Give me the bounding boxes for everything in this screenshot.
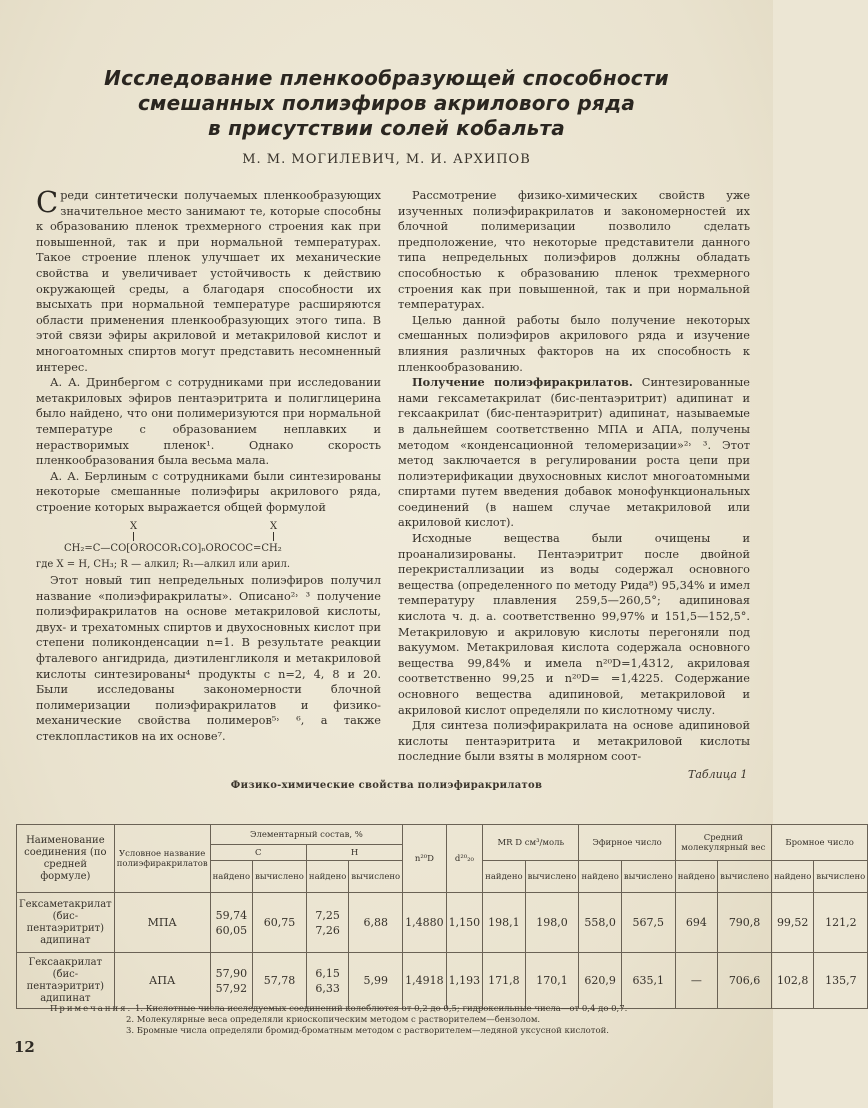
header-calculated: вычислено	[253, 861, 307, 893]
cell-name: Гексаметакрилат (бис-пентаэритрит) адипинат	[17, 893, 115, 953]
drop-cap: С	[36, 185, 59, 219]
header-refractive-index: n²⁰D	[403, 825, 447, 893]
cell-mw-calc: 790,8	[718, 893, 772, 953]
cell-cond: АПА	[114, 953, 210, 1009]
cell-cond: МПА	[114, 893, 210, 953]
header-found: найдено	[306, 861, 348, 893]
cell-mw-found: —	[675, 953, 717, 1009]
header-found: найдено	[483, 861, 525, 893]
paragraph: Этот новый тип непредельных полиэфиров получил название «полиэфиракрилаты». Описано²˒ ³ получение полиэфиракрилатов на основе метакриловой кислоты, двух- и трехатомных спиртов и двухосновных кислот при степени поликонденсации n=1. В результате реакции фталевого ангидрида, диэтиленгликоля и метакриловой кислоты синтезированы⁴ продукты с n=2, 4, 8 и 20. Были исследованы закономерности блочной полимеризации полиэфиракрилатов и физико-механические свойства полимеров⁵˒ ⁶, а также стеклопластиков на их основе⁷.	[36, 574, 381, 743]
header-name: Наименование соединения (по средней формуле)	[17, 825, 115, 893]
header-conventional-name: Условное название полиэфиракрилатов	[114, 825, 210, 893]
paragraph: Целью данной работы было получение некоторых смешанных полиэфиров акрилового ряда и изучение влияния различных факторов на их способность к пленкообразованию.	[398, 313, 750, 374]
header-molecular-weight: Средний молекулярный вес	[675, 825, 771, 861]
cell-h-calc: 5,99	[349, 953, 403, 1009]
properties-table	[16, 824, 868, 1009]
header-found: найдено	[210, 861, 252, 893]
formula-substituent: X	[270, 521, 278, 533]
cell-c-found: 57,90 57,92	[210, 953, 252, 1009]
paragraph: Рассмотрение физико-химических свойств уже изученных полиэфиракрилатов и закономерностей их блочной полимеризации позволило сделать предположение, что некоторые представители данного типа непредельных полиэфиров должны обладать способностью к образованию пленок трехмерного строения как при повышенной, так и при нормальной температурах.	[398, 189, 750, 312]
cell-mr-calc: 170,1	[525, 953, 579, 1009]
header-bromine-number: Бромное число	[771, 825, 867, 861]
table-row	[17, 953, 868, 1009]
paragraph: Среди синтетически получаемых пленкообразующих значительное место занимают те, которые способны к образованию пленок трехмерного строения как при повышенной, так и при нормальной температурах. Такое строение пленок улучшает их механические свойства и увеличивает устойчивость к действию окружающей среды, а благодаря способности их высыхать при нормальной температуре расширяются области применения пленкообразующих этого типа. В этой связи эфиры акриловой и метакриловой кислот и многоатомных спиртов могут представить несомненный интерес.	[36, 185, 381, 374]
cell-ester-found: 558,0	[579, 893, 621, 953]
header-found: найдено	[675, 861, 717, 893]
right-column	[398, 188, 750, 765]
header-density: d²⁰₂₀	[446, 825, 483, 893]
page-number: 12	[14, 1038, 35, 1056]
header-carbon: C	[210, 845, 306, 861]
header-calculated: вычислено	[718, 861, 772, 893]
cell-c-calc: 60,75	[253, 893, 307, 953]
left-column	[36, 185, 381, 745]
cell-ester-found: 620,9	[579, 953, 621, 1009]
cell-mr-calc: 198,0	[525, 893, 579, 953]
note-1: Примечания. 1. Кислотные числа исследуемых соединений колеблются от 0,2 до 0,5; гидроксильные числа—от 0,4 до 0,7.	[50, 1004, 628, 1014]
header-calculated: вычислено	[349, 861, 403, 893]
cell-br-found: 102,8	[771, 953, 813, 1009]
notes-label: Примечания.	[50, 1004, 133, 1014]
cell-mr-found: 171,8	[483, 953, 525, 1009]
note-3: 3. Бромные числа определяли бромид-броматным методом с растворителем—ледяной уксусной кислотой.	[126, 1026, 609, 1036]
title-line-2: смешанных полиэфиров акрилового ряда	[137, 91, 636, 115]
cell-d: 1,193	[446, 953, 483, 1009]
cell-nd: 1,4918	[403, 953, 447, 1009]
cell-name: Гексаакрилат (бис-пентаэритрит) адипинат	[17, 953, 115, 1009]
header-calculated: вычислено	[814, 861, 868, 893]
general-formula	[64, 521, 381, 555]
cell-ester-calc: 567,5	[621, 893, 675, 953]
paragraph: Получение полиэфиракрилатов. Синтезированные нами гексаметакрилат (бис-пентаэритрит) адипинат и гексаакрилат (бис-пентаэритрит) адипинат, называемые в дальнейшем соответственно МПА и АПА, получены методом «конденсационной теломеризации»²˒ ³. Этот метод заключается в регулировании роста цепи при полиэтерификации двухосновных кислот многоатомными спиртами путем введения добавок монофункциональных соединений (в нашем случае метакриловой или акриловой кислот).	[398, 375, 750, 530]
cell-ester-calc: 635,1	[621, 953, 675, 1009]
cell-h-calc: 6,88	[349, 893, 403, 953]
header-ester-number: Эфирное число	[579, 825, 675, 861]
cell-mr-found: 198,1	[483, 893, 525, 953]
header-found: найдено	[579, 861, 621, 893]
header-calculated: вычислено	[621, 861, 675, 893]
cell-h-found: 7,25 7,26	[306, 893, 348, 953]
paragraph: Исходные вещества были очищены и проанализированы. Пентаэритрит после двойной перекристаллизации из воды содержал основного вещества (определенного по методу Рида⁸) 95,34% и имел температуру плавления 259,5—260,5°; адипиновая кислота ч. д. а. соответственно 99,97% и 151,5—152,5°. Метакриловую и акриловую кислоты перегоняли под вакуумом. Метакриловая кислота содержала основного вещества 99,84% и имела n²⁰D=1,4312, акриловая соответственно 99,25 и n²⁰D= =1,4225. Содержание основного вещества адипиновой, метакриловой и акриловой кислот определяли по кислотному числу.	[398, 532, 750, 717]
table-notes	[50, 1004, 730, 1037]
table-title: Физико-химические свойства полиэфиракрилатов	[230, 780, 543, 791]
header-found: найдено	[771, 861, 813, 893]
cell-br-calc: 135,7	[814, 953, 868, 1009]
note-2: 2. Молекулярные веса определяли криоскопическим методом с растворителем—бензолом.	[126, 1015, 541, 1025]
cell-nd: 1,4880	[403, 893, 447, 953]
header-elemental: Элементарный состав, %	[210, 825, 403, 845]
table-row	[17, 893, 868, 953]
cell-d: 1,150	[446, 893, 483, 953]
paragraph: А. А. Берлиным с сотрудниками были синтезированы некоторые смешанные полиэфиры акрилового ряда, строение которых выражается общей формулой	[36, 469, 381, 514]
cell-br-calc: 121,2	[814, 893, 868, 953]
title-line-3: в присутствии солей кобальта	[208, 116, 565, 140]
cell-mw-calc: 706,6	[718, 953, 772, 1009]
article-title	[40, 66, 733, 141]
header-calculated: вычислено	[525, 861, 579, 893]
formula-definitions: где X = H, CH₃; R — алкил; R₁—алкил или арил.	[36, 559, 291, 571]
formula-chain: CH₂=C—CO[OROCOR₁CO]ₙOROCOC=CH₂	[64, 543, 282, 555]
header-hydrogen: H	[306, 845, 402, 861]
paragraph: Для синтеза полиэфиракрилата на основе адипиновой кислоты пентаэритрита и метакриловой кислоты последние были взяты в молярном соот-	[398, 719, 750, 764]
cell-mw-found: 694	[675, 893, 717, 953]
authors: М. М. МОГИЛЕВИЧ, М. И. АРХИПОВ	[242, 152, 531, 167]
table-caption: Таблица 1	[688, 768, 748, 781]
section-heading: Получение полиэфиракрилатов.	[412, 375, 633, 390]
cell-br-found: 99,52	[771, 893, 813, 953]
title-line-1: Исследование пленкообразующей способности	[104, 66, 669, 90]
cell-h-found: 6,15 6,33	[306, 953, 348, 1009]
formula-substituent: X	[130, 521, 138, 533]
paragraph: А. А. Дринбергом с сотрудниками при исследовании метакриловых эфиров пентаэритрита и полиглицерина было найдено, что они полимеризуются при нормальной температуре с образованием неплавких и нерастворимых пленок¹. Однако скорость пленкообразования была весьма мала.	[36, 376, 381, 468]
cell-c-found: 59,74 60,05	[210, 893, 252, 953]
cell-c-calc: 57,78	[253, 953, 307, 1009]
header-molar-refraction: MR D см³/моль	[483, 825, 579, 861]
